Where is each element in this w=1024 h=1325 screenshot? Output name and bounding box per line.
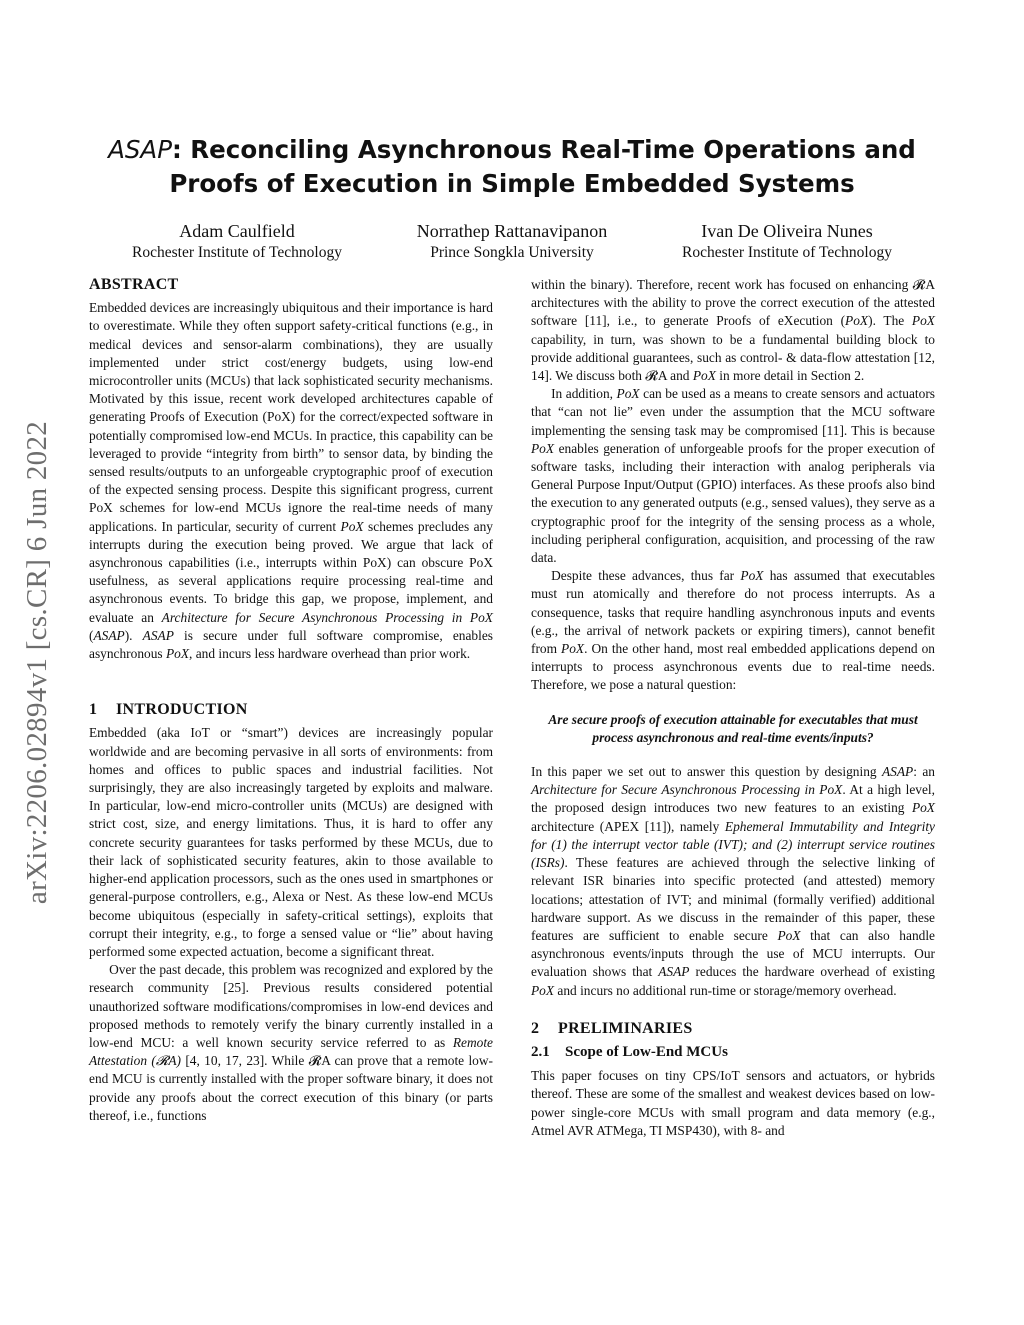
title-rest: : Reconciling Asynchronous Real-Time Operations and <box>171 135 916 164</box>
author-1 <box>132 220 342 264</box>
author-3 <box>682 220 892 264</box>
subsection-heading-scope: 2.1 Scope of Low-End MCUs <box>531 1043 728 1060</box>
author-affiliation: Rochester Institute of Technology <box>682 244 892 261</box>
prelim-paragraph-1: This paper focuses on tiny CPS/IoT sensors and actuators, or hybrids thereof. These are some of the smallest and weakest devices based on low-power single-core MCUs with small program and data memory (e.g., Atmel AVR ATMega, TI MSP430), with 8- and <box>531 1068 935 1138</box>
left-column <box>89 276 493 1125</box>
abstract-heading: ABSTRACT <box>89 276 179 293</box>
intro-paragraph-3: In addition, PoX can be used as a means to create sensors and actuators that “can not lie” even under the assumption that the MCU software implementing the sensing task may be compromised [11]. This is because PoX enables generation of unforgeable proofs for the proper execution of software tasks, including their interaction with analog peripherals via General Purpose Input/Output (GPIO) interfaces. As these proofs also bind the execution to any generated outputs (e.g., sensed values), they serve as a cryptographic proof for the integrity of the sensing process as a whole, including peripheral configuration, acquisition, and processing of the raw data. <box>531 386 935 566</box>
title-asap: ASAP <box>108 135 172 164</box>
abstract-text: Embedded devices are increasingly ubiquitous and their importance is hard to overestimate. While they often support safety-critical functions (e.g., in medical devices and sensor-alarm combinations), they are usually implemented under strict cost/energy budgets, using low-end microcontroller units (MCUs) that lack sophisticated security mechanisms. Motivated by this issue, recent work developed architectures capable of generating Proofs of Execution (PoX) for the correct/expected software in potentially compromised low-end MCUs. In practice, this capability can be leveraged to provide “integrity from birth” to sensor data, by binding the sensed results/outputs to an unforgeable cryptographic proof of execution of the expected sensing process. Despite this significant progress, current PoX schemes for low-end MCUs ignore the real-time needs of many applications. In particular, security of current PoX schemes precludes any interrupts during the execution being proved. We argue that lack of asynchronous capabilities (i.e., interrupts within PoX) can obscure PoX usefulness, as several applications require processing real-time and asynchronous events. To bridge this gap, we propose, implement, and evaluate an Architecture for Secure Asynchronous Processing in PoX (ASAP). ASAP is secure under full software compromise, enables asynchronous PoX, and incurs less hardware overhead than prior work. <box>89 300 493 662</box>
author-2 <box>417 220 607 264</box>
intro-paragraph-2-continued: within the binary). Therefore, recent work has focused on enhancing 𝓡A architectures with the ability to prove the correct execution of the attested software [11], i.e., to generate Proofs of eXecution (PoX). The PoX capability, in turn, was shown to be a fundamental building block to provide additional guarantees, such as control- & data-flow attestation [12, 14]. We discuss both 𝓡A and PoX in more detail in Section 2. <box>531 277 935 384</box>
intro-paragraph-2: Over the past decade, this problem was recognized and explored by the research community [25]. Previous results considered potential unauthorized software modifications/compromises in low-end devices and proposed methods to remotely verify the binary currently installed in a low-end MCU: a well known security service referred to as Remote Attestation (𝓡A) [4, 10, 17, 23]. While 𝓡A can prove that a remote low-end MCU is currently installed with the proper software binary, it does not provide any proofs about the correct execution of this binary (or parts thereof, i.e., functions <box>89 962 494 1123</box>
arxiv-identifier-text: arXiv:2206.02894v1 [cs.CR] 6 Jun 2022 <box>21 420 54 905</box>
paper-title <box>60 133 964 201</box>
intro-paragraph-4: Despite these advances, thus far PoX has assumed that executables must run atomically and therefore do not process interrupts. As a consequence, tasks that require handling asynchronous inputs and events (e.g., the arrival of network packets or expiring timers), cannot benefit from PoX. On the other hand, most real embedded applications depend on interrupts to process asynchronous events due to real-time needs. Therefore, we pose a natural question: <box>531 568 935 693</box>
arxiv-identifier <box>18 365 58 960</box>
title-line-2: Proofs of Execution in Simple Embedded Systems <box>169 169 855 198</box>
title-line-1 <box>60 133 964 167</box>
author-affiliation: Prince Songkla University <box>430 244 594 261</box>
author-name: Adam Caulfield <box>179 221 295 241</box>
research-question: Are secure proofs of execution attainable for executables that must process asynchronous and real-time events/inputs? <box>548 711 918 745</box>
author-name: Norrathep Rattanavipanon <box>416 221 608 241</box>
right-column <box>531 276 935 1140</box>
author-affiliation: Rochester Institute of Technology <box>132 244 342 261</box>
section-heading-preliminaries: 2 PRELIMINARIES <box>531 1019 693 1037</box>
intro-paragraph-1: Embedded (aka IoT or “smart”) devices are increasingly popular worldwide and are becoming pervasive in all sorts of environments: from homes and offices to public spaces and industrial facilities. Not surprisingly, they are also increasingly targeted by exploits and malware. In particular, low-end micro-controller units (MCUs) are designed with strict cost, size, and energy limitations. Thus, it is hard to offer any concrete security guarantees for tasks performed by these MCUs, due to their lack of sophisticated security features, akin to those available to higher-end application processors, such as the ones used in smartphones or general-purpose controllers, e.g., Alexa or Nest. As these low-end MCUs become ubiquitous (especially in safety-critical settings), exploits that corrupt their integrity, e.g., to forge a sensed value or “lie” about having performed some expected actuation, become a significant threat. <box>89 725 493 959</box>
section-heading-introduction: 1 INTRODUCTION <box>89 701 248 719</box>
intro-paragraph-5: In this paper we set out to answer this question by designing ASAP: an Architecture for Secure Asynchronous Processing in PoX. At a high level, the proposed design introduces two new features to an existing PoX architecture (APEX [11]), namely Ephemeral Immutability and Integrity for (1) the interrupt vector table (IVT); and (2) interrupt service routines (ISRs). These features are achieved through the selective linking of relevant ISR binaries into specific protected (and attested) memory locations; attestation of IVT; and minimal (formally verified) additional hardware support. As we discuss in the remainder of this paper, these features are sufficient to enable secure PoX that can also handle asynchronous events/inputs through the use of MCU interrupts. Our evaluation shows that ASAP reduces the hardware overhead of existing PoX and incurs no additional run-time or storage/memory overhead. <box>531 764 935 998</box>
architecture-name: Architecture for Secure Asynchronous Processing in PoX <box>161 609 493 625</box>
author-name: Ivan De Oliveira Nunes <box>701 221 873 241</box>
